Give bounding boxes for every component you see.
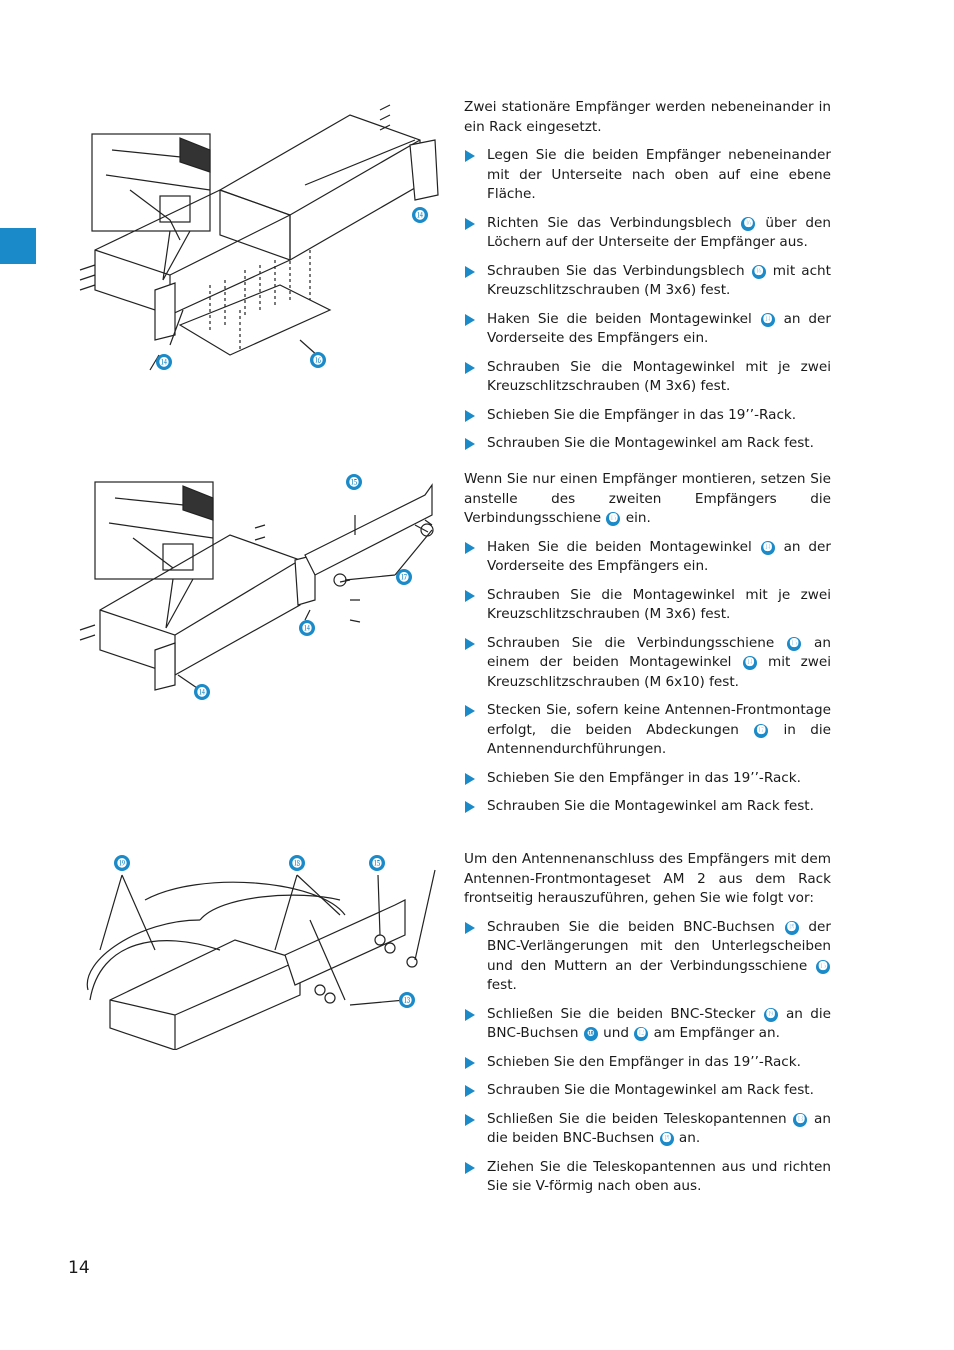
item-number-badge: ⓳ — [764, 1008, 778, 1022]
text-run: Legen Sie die beiden Empfänger nebeneinander mit der Unterseite nach oben auf eine ebene Fläche. — [487, 147, 831, 202]
section-two-receivers — [464, 98, 831, 463]
figure-two-receivers-rack — [60, 100, 450, 390]
text-run: mit acht Kreuzschlitzschrauben (M 3x6) fest. — [487, 262, 831, 298]
text-run: Schieben Sie den Empfänger in das 19’’-Rack. — [487, 1053, 801, 1070]
callout-19: ⓳ — [117, 859, 127, 870]
instruction-step — [464, 701, 831, 760]
instruction-step — [464, 262, 831, 301]
text-run: Ziehen Sie die Teleskopantennen aus und richten Sie sie V-förmig nach oben aus. — [487, 1158, 831, 1194]
illustration-two-receivers — [60, 100, 450, 390]
instruction-step — [464, 1110, 831, 1149]
illustration-single-receiver — [60, 470, 450, 710]
figure-antenna-front-mount — [60, 850, 450, 1050]
bullet-triangle-icon — [465, 773, 475, 785]
step-list — [464, 538, 831, 817]
callout-15: ⓯ — [372, 859, 382, 870]
instruction-step — [464, 406, 831, 426]
item-number-badge: ⓯ — [606, 512, 620, 526]
text-run: Schließen Sie die beiden BNC-Stecker — [487, 1005, 763, 1022]
text-run: in die Antennendurchführungen. — [487, 721, 831, 757]
callout-13: ⓭ — [402, 996, 412, 1007]
instruction-step — [464, 358, 831, 397]
page-number: 14 — [68, 1258, 90, 1278]
bullet-triangle-icon — [465, 1009, 475, 1021]
bullet-triangle-icon — [465, 314, 475, 326]
illustration-antenna-mount — [60, 850, 450, 1050]
bullet-triangle-icon — [465, 1057, 475, 1069]
instruction-step — [464, 538, 831, 577]
text-run: fest. — [487, 977, 517, 993]
callout-14: ⓮ — [415, 211, 425, 222]
bullet-triangle-icon — [465, 705, 475, 717]
text-run: Haken Sie die beiden Montagewinkel — [487, 538, 760, 555]
section-single-receiver — [464, 470, 831, 826]
text-run: Schrauben Sie die Verbindungsschiene — [487, 634, 787, 651]
callout-15: ⓯ — [349, 478, 359, 489]
instruction-step — [464, 434, 831, 454]
text-run: Um den Antennenanschluss des Empfängers mit dem Antennen-Frontmontageset AM 2 aus dem Rack frontseitig herauszuführen, gehen Sie wie folgt vor: — [464, 851, 831, 906]
callout-14: ⓮ — [302, 624, 312, 635]
bullet-triangle-icon — [465, 362, 475, 374]
text-run: Stecken Sie, sofern keine Antennen-Frontmontage erfolgt, die beiden Abdeckungen — [487, 702, 831, 738]
bullet-triangle-icon — [465, 590, 475, 602]
text-run: Schieben Sie den Empfänger in das 19’’-Rack. — [487, 769, 801, 786]
text-run: Schieben Sie die Empfänger in das 19’’-Rack. — [487, 406, 797, 423]
item-number-badge: ⓰ — [741, 217, 755, 231]
section-antenna-front-mount — [464, 850, 831, 1206]
text-run: Schrauben Sie die Montagewinkel mit je zwei Kreuzschlitzschrauben (M 3x6) fest. — [487, 358, 831, 394]
item-number-badge: ⓲ — [785, 921, 799, 935]
instruction-step — [464, 310, 831, 349]
callout-18: ⓲ — [292, 859, 302, 870]
step-list — [464, 918, 831, 1197]
text-run: Wenn Sie nur einen Empfänger montieren, setzen Sie anstelle des zweiten Empfängers die Verbindungsschiene — [464, 471, 831, 526]
text-run: ein. — [621, 510, 651, 526]
instruction-step — [464, 797, 831, 817]
text-run: an der Vorderseite des Empfängers ein. — [487, 310, 831, 346]
item-number-badge: ⓱ — [754, 724, 768, 738]
callout-14: ⓮ — [197, 688, 207, 699]
bullet-triangle-icon — [465, 410, 475, 422]
instruction-step — [464, 634, 831, 693]
text-run: Richten Sie das Verbindungsblech — [487, 214, 741, 231]
bullet-triangle-icon — [465, 1162, 475, 1174]
instruction-step — [464, 1158, 831, 1197]
callout-14: ⓮ — [159, 358, 169, 369]
section-intro — [464, 98, 831, 137]
item-number-badge: ⓰ — [752, 265, 766, 279]
text-run: Schrauben Sie die beiden BNC-Buchsen — [487, 918, 784, 935]
text-run: Schrauben Sie die Montagewinkel mit je zwei Kreuzschlitzschrauben (M 3x6) fest. — [487, 586, 831, 622]
text-run: Schrauben Sie die Montagewinkel am Rack fest. — [487, 798, 814, 814]
item-number-badge: ⓮ — [761, 313, 775, 327]
instruction-step — [464, 146, 831, 205]
text-run: Schrauben Sie die Montagewinkel am Rack fest. — [487, 1082, 814, 1098]
bullet-triangle-icon — [465, 542, 475, 554]
text-run: über den Löchern auf der Unterseite der Empfänger aus. — [487, 214, 831, 250]
text-run: an die BNC-Buchsen — [487, 1005, 832, 1041]
step-list — [464, 146, 831, 454]
text-run: an die beiden BNC-Buchsen — [487, 1110, 831, 1146]
figure-single-receiver-rail — [60, 470, 450, 710]
bullet-triangle-icon — [465, 1085, 475, 1097]
bullet-triangle-icon — [465, 150, 475, 162]
bullet-triangle-icon — [465, 266, 475, 278]
bullet-triangle-icon — [465, 801, 475, 813]
bullet-triangle-icon — [465, 638, 475, 650]
text-run: an einem der beiden Montagewinkel — [487, 634, 831, 670]
section-intro — [464, 470, 831, 529]
item-number-badge: ⓯ — [816, 960, 830, 974]
callout-17: ⓱ — [399, 573, 409, 584]
instruction-step — [464, 1081, 831, 1101]
item-number-badge: ⓬ — [634, 1027, 648, 1041]
bullet-triangle-icon — [465, 922, 475, 934]
instruction-step — [464, 586, 831, 625]
item-number-badge: ⓮ — [743, 656, 757, 670]
item-number-badge: ⓲ — [660, 1132, 674, 1146]
bullet-triangle-icon — [465, 1114, 475, 1126]
text-run: Haken Sie die beiden Montagewinkel — [487, 310, 760, 327]
bullet-triangle-icon — [465, 218, 475, 230]
text-run: Schrauben Sie die Montagewinkel am Rack fest. — [487, 435, 814, 451]
instruction-step — [464, 214, 831, 253]
instruction-step — [464, 1053, 831, 1073]
text-run: Schrauben Sie das Verbindungsblech — [487, 262, 751, 279]
text-run: an der Vorderseite des Empfängers ein. — [487, 538, 831, 574]
bullet-triangle-icon — [465, 438, 475, 450]
instruction-step — [464, 1005, 831, 1044]
instruction-step — [464, 769, 831, 789]
section-intro — [464, 850, 831, 909]
text-run: am Empfänger an. — [649, 1025, 780, 1041]
text-run: mit zwei Kreuzschlitzschrauben (M 6x10) fest. — [487, 654, 831, 690]
item-number-badge: ⓯ — [787, 637, 801, 651]
item-number-badge: ⓭ — [793, 1113, 807, 1127]
item-number-badge: ⓮ — [761, 541, 775, 555]
text-run: Schließen Sie die beiden Teleskopantennen — [487, 1110, 793, 1127]
item-number-badge: ❿ — [584, 1027, 598, 1041]
text-run: der BNC-Verlängerungen mit den Unterlegscheiben und den Muttern an der Verbindungsschiene — [487, 918, 831, 974]
chapter-tab-marker — [0, 228, 36, 264]
text-run: und — [598, 1025, 634, 1041]
text-run: Zwei stationäre Empfänger werden nebeneinander in ein Rack eingesetzt. — [464, 99, 831, 135]
callout-16: ⓰ — [313, 356, 323, 367]
text-run: an. — [674, 1130, 701, 1146]
instruction-step — [464, 918, 831, 996]
